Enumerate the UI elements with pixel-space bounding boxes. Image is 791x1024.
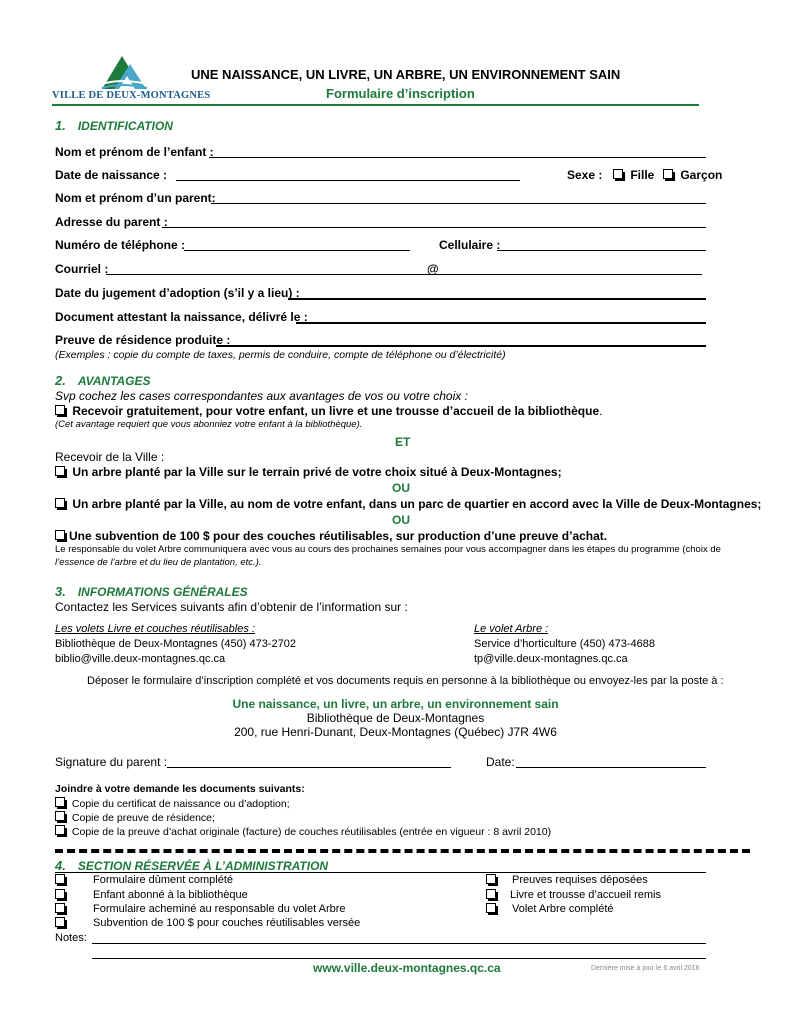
phone-field[interactable]	[184, 250, 410, 251]
admin-item-left-1[interactable]: Formulaire dûment complété	[55, 874, 69, 887]
residence-examples: (Exemples : copie du compte de taxes, permis de conduire, compte de téléphone ou d’électricité)	[55, 349, 506, 361]
section-1-title: 1. IDENTIFICATION	[55, 118, 173, 133]
section-3-title: 3. INFORMATIONS GÉNÉRALES	[55, 584, 248, 599]
checkbox-icon	[613, 169, 623, 179]
admin-item-left-3[interactable]: Formulaire acheminé au responsable du volet Arbre	[55, 903, 69, 916]
signature-field[interactable]	[167, 767, 451, 768]
checkbox-icon	[55, 825, 65, 835]
boy-checkbox[interactable]: Garçon	[663, 168, 722, 182]
adoption-date-label: Date du jugement d’adoption (s’il y a lieu) :	[55, 286, 300, 300]
checkbox-icon	[55, 797, 65, 807]
checkbox-icon	[486, 889, 496, 899]
parent-name-field[interactable]	[211, 203, 706, 204]
left-contact-email[interactable]: biblio@ville.deux-montagnes.qc.ca	[55, 653, 226, 665]
notes-field-2[interactable]	[92, 958, 706, 959]
email-at-sign: @	[427, 262, 439, 276]
receive-city-label: Recevoir de la Ville :	[55, 450, 165, 464]
mail-address-line-2: 200, rue Henri-Dunant, Deux-Montagnes (Québec) J7R 4W6	[234, 725, 557, 739]
child-name-field[interactable]	[209, 157, 706, 158]
cell-label: Cellulaire :	[439, 238, 501, 252]
right-contact-email[interactable]: tp@ville.deux-montagnes.qc.ca	[474, 653, 628, 665]
section-2-title: 2. AVANTAGES	[55, 373, 151, 388]
doc-item-1[interactable]: Copie du certificat de naissance ou d’adoption;	[55, 797, 290, 810]
residence-proof-field[interactable]	[216, 345, 706, 347]
date-field[interactable]	[516, 767, 706, 768]
footer-updated: Dernière mise à jour le 6 avril 2016	[591, 965, 700, 972]
admin-item-right-2[interactable]: Livre et trousse d’accueil remis	[486, 889, 500, 902]
checkbox-icon	[55, 405, 65, 415]
general-info-intro: Contactez les Services suivants afin d’obtenir de l’information sur :	[55, 600, 408, 614]
tree-note-line-2: l’essence de l’arbre et du lieu de plantation, etc.).	[55, 557, 262, 568]
et-connector: ET	[395, 435, 411, 449]
tree-private-checkbox[interactable]: Un arbre planté par la Ville sur le terrain privé de votre choix situé à Deux-Montagnes;	[55, 465, 562, 479]
girl-checkbox[interactable]: Fille	[613, 168, 654, 182]
section-4-underline	[55, 872, 706, 873]
page-subtitle: Formulaire d’inscription	[326, 86, 475, 101]
mail-address-line-1: Bibliothèque de Deux-Montagnes	[306, 711, 485, 725]
date-label: Date:	[486, 755, 515, 769]
residence-proof-label: Preuve de résidence produite :	[55, 333, 231, 347]
tree-park-checkbox[interactable]: Un arbre planté par la Ville, au nom de votre enfant, dans un parc de quartier en accord avec la Ville de Deux-Montagnes;	[55, 497, 761, 511]
section-4-title: 4. SECTION RÉSERVÉE À L’ADMINISTRATION	[55, 858, 329, 873]
doc-item-2[interactable]: Copie de preuve de résidence;	[55, 811, 215, 824]
footer-website[interactable]: www.ville.deux-montagnes.qc.ca	[313, 961, 501, 975]
page-title: UNE NAISSANCE, UN LIVRE, UN ARBRE, UN ENVIRONNEMENT SAIN	[191, 67, 621, 82]
left-contact-heading: Les volets Livre et couches réutilisables :	[55, 623, 255, 635]
phone-label: Numéro de téléphone :	[55, 238, 186, 252]
book-note: (Cet avantage requiert que vous abonniez votre enfant à la bibliothèque).	[55, 419, 363, 430]
right-contact-heading: Le volet Arbre :	[474, 623, 549, 635]
city-name: VILLE DE DEUX-MONTAGNES	[52, 90, 211, 101]
ou-connector-1: OU	[392, 481, 410, 495]
left-contact-line-1: Bibliothèque de Deux-Montagnes (450) 473-2702	[55, 638, 296, 650]
checkbox-icon	[55, 903, 65, 913]
notes-label: Notes:	[55, 932, 87, 944]
city-logo	[52, 52, 211, 104]
sex-label: Sexe :	[567, 168, 603, 182]
doc-item-3[interactable]: Copie de la preuve d’achat originale (facture) de couches réutilisables (entrée en vigueur : 8 avril 2010)	[55, 825, 551, 838]
email-field[interactable]	[106, 274, 702, 275]
checkbox-icon	[55, 811, 65, 821]
advantages-instruction: Svp cochez les cases correspondantes aux avantages de vos ou votre choix :	[55, 389, 468, 403]
birth-doc-field[interactable]	[296, 322, 706, 324]
checkbox-icon	[55, 889, 65, 899]
signature-label: Signature du parent :	[55, 755, 168, 769]
cut-line-separator	[55, 849, 750, 853]
checkbox-icon	[55, 466, 65, 476]
checkbox-icon	[663, 169, 673, 179]
mail-address-title: Une naissance, un livre, un arbre, un environnement sain	[232, 697, 559, 711]
header-divider	[52, 104, 699, 106]
admin-item-right-3[interactable]: Volet Arbre complété	[486, 903, 500, 916]
notes-field-1[interactable]	[92, 943, 706, 944]
birth-doc-label: Document attestant la naissance, délivré le :	[55, 310, 308, 324]
admin-item-left-4[interactable]: Subvention de 100 $ pour couches réutilisables versée	[55, 917, 69, 930]
book-option-checkbox[interactable]: Recevoir gratuitement, pour votre enfant, un livre et une trousse d’accueil de la bibliothèque.	[55, 404, 602, 418]
checkbox-icon	[55, 917, 65, 927]
diaper-subsidy-checkbox[interactable]: Une subvention de 100 $ pour des couches réutilisables, sur production d’une preuve d’achat.	[55, 529, 607, 543]
admin-item-right-1[interactable]: Preuves requises déposées	[486, 874, 500, 887]
child-name-label: Nom et prénom de l’enfant :	[55, 145, 214, 159]
parent-address-label: Adresse du parent :	[55, 215, 168, 229]
right-contact-line-1: Service d’horticulture (450) 473-4688	[474, 638, 655, 650]
admin-item-left-2[interactable]: Enfant abonné à la bibliothèque	[55, 889, 69, 902]
checkbox-icon	[486, 903, 496, 913]
checkbox-icon	[486, 874, 496, 884]
ou-connector-2: OU	[392, 513, 410, 527]
checkbox-icon	[55, 498, 65, 508]
cell-field[interactable]	[497, 250, 706, 251]
docs-heading: Joindre à votre demande les documents suivants:	[55, 783, 305, 795]
birth-date-label: Date de naissance :	[55, 168, 168, 182]
parent-name-label: Nom et prénom d’un parent:	[55, 191, 216, 205]
checkbox-icon	[55, 874, 65, 884]
tree-note-line-1: Le responsable du volet Arbre communiquera avec vous au cours des prochaines semaines pour vous accompagner dans les étapes du programme (choix de	[55, 544, 721, 555]
deposit-instructions: Déposer le formulaire d’inscription complété et vos documents requis en personne à la bibliothèque ou envoyez-les par la poste à :	[87, 675, 724, 687]
birth-date-field[interactable]	[176, 180, 520, 181]
mountain-logo-icon	[52, 52, 202, 92]
adoption-date-field[interactable]	[288, 298, 706, 300]
email-label: Courriel :	[55, 262, 109, 276]
checkbox-icon	[55, 530, 65, 540]
parent-address-field[interactable]	[162, 227, 706, 228]
